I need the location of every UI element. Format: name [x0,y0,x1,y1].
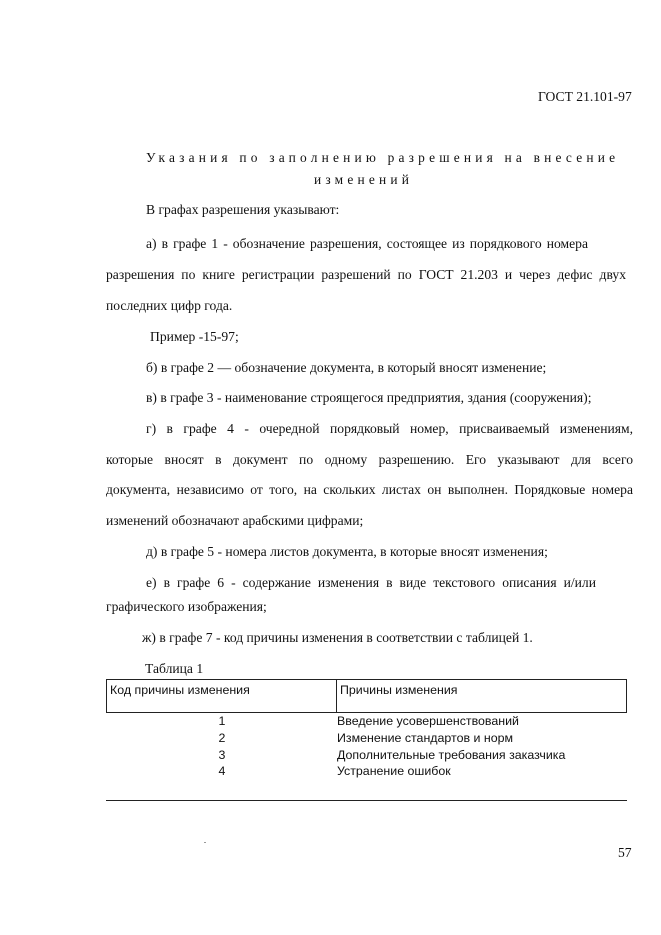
table-row-1-reason: Введение усовершенствований [337,714,519,728]
item-v: в) в графе 3 - наименование строящегося предприятия, здания (сооружения); [146,390,592,405]
table-row-1-code: 1 [218,714,226,728]
item-a-line3: последних цифр года. [106,298,233,313]
item-a-line1: а) в графе 1 - обозначение разрешения, состоящее из порядкового номера [146,236,588,251]
section-title-line1: Указания по заполнению разрешения на внесение [146,150,620,165]
item-zh: ж) в графе 7 - код причины изменения в соответствии с таблицей 1. [142,630,533,645]
item-b: б) в графе 2 — обозначение документа, в который вносят изменение; [146,360,547,375]
table-row-3-reason: Дополнительные требования заказчика [337,748,566,762]
item-g-line4: изменений обозначают арабскими цифрами; [106,513,364,528]
item-g-line3: документа, независимо от того, на скольких листах он выполнен. Порядковые номера [106,482,633,497]
table-row-2-code: 2 [218,731,226,745]
section-title-line2: изменений [314,172,414,187]
table-row-2-reason: Изменение стандартов и норм [337,731,513,745]
table-1 [106,679,627,713]
item-e-line2: графического изображения; [106,599,267,614]
table-row-4-code: 4 [218,764,226,778]
scan-speck [204,842,206,843]
table-row-4-reason: Устранение ошибок [337,764,451,778]
item-d: д) в графе 5 - номера листов документа, в которые вносят изменения; [146,544,548,559]
item-a-line2: разрешения по книге регистрации разрешений по ГОСТ 21.203 и через дефис двух [106,267,626,282]
table-header-reason: Причины изменения [337,680,627,713]
page-number: 57 [618,845,632,860]
table-header-code: Код причины изменения [107,680,337,713]
item-e-line1: е) в графе 6 - содержание изменения в виде текстового описания и/или [146,575,596,590]
example-line: Пример -15-97; [150,329,239,344]
table-bottom-rule [106,800,627,801]
standard-code: ГОСТ 21.101-97 [538,89,632,104]
table-caption: Таблица 1 [145,661,204,676]
item-g-line1: г) в графе 4 - очередной порядковый номер, присваиваемый изменениям, [146,421,633,436]
item-g-line2: которые вносят в документ по одному разрешению. Его указывают для всего [106,452,633,467]
table-row-3-code: 3 [218,748,226,762]
intro-paragraph: В графах разрешения указывают: [146,202,340,217]
